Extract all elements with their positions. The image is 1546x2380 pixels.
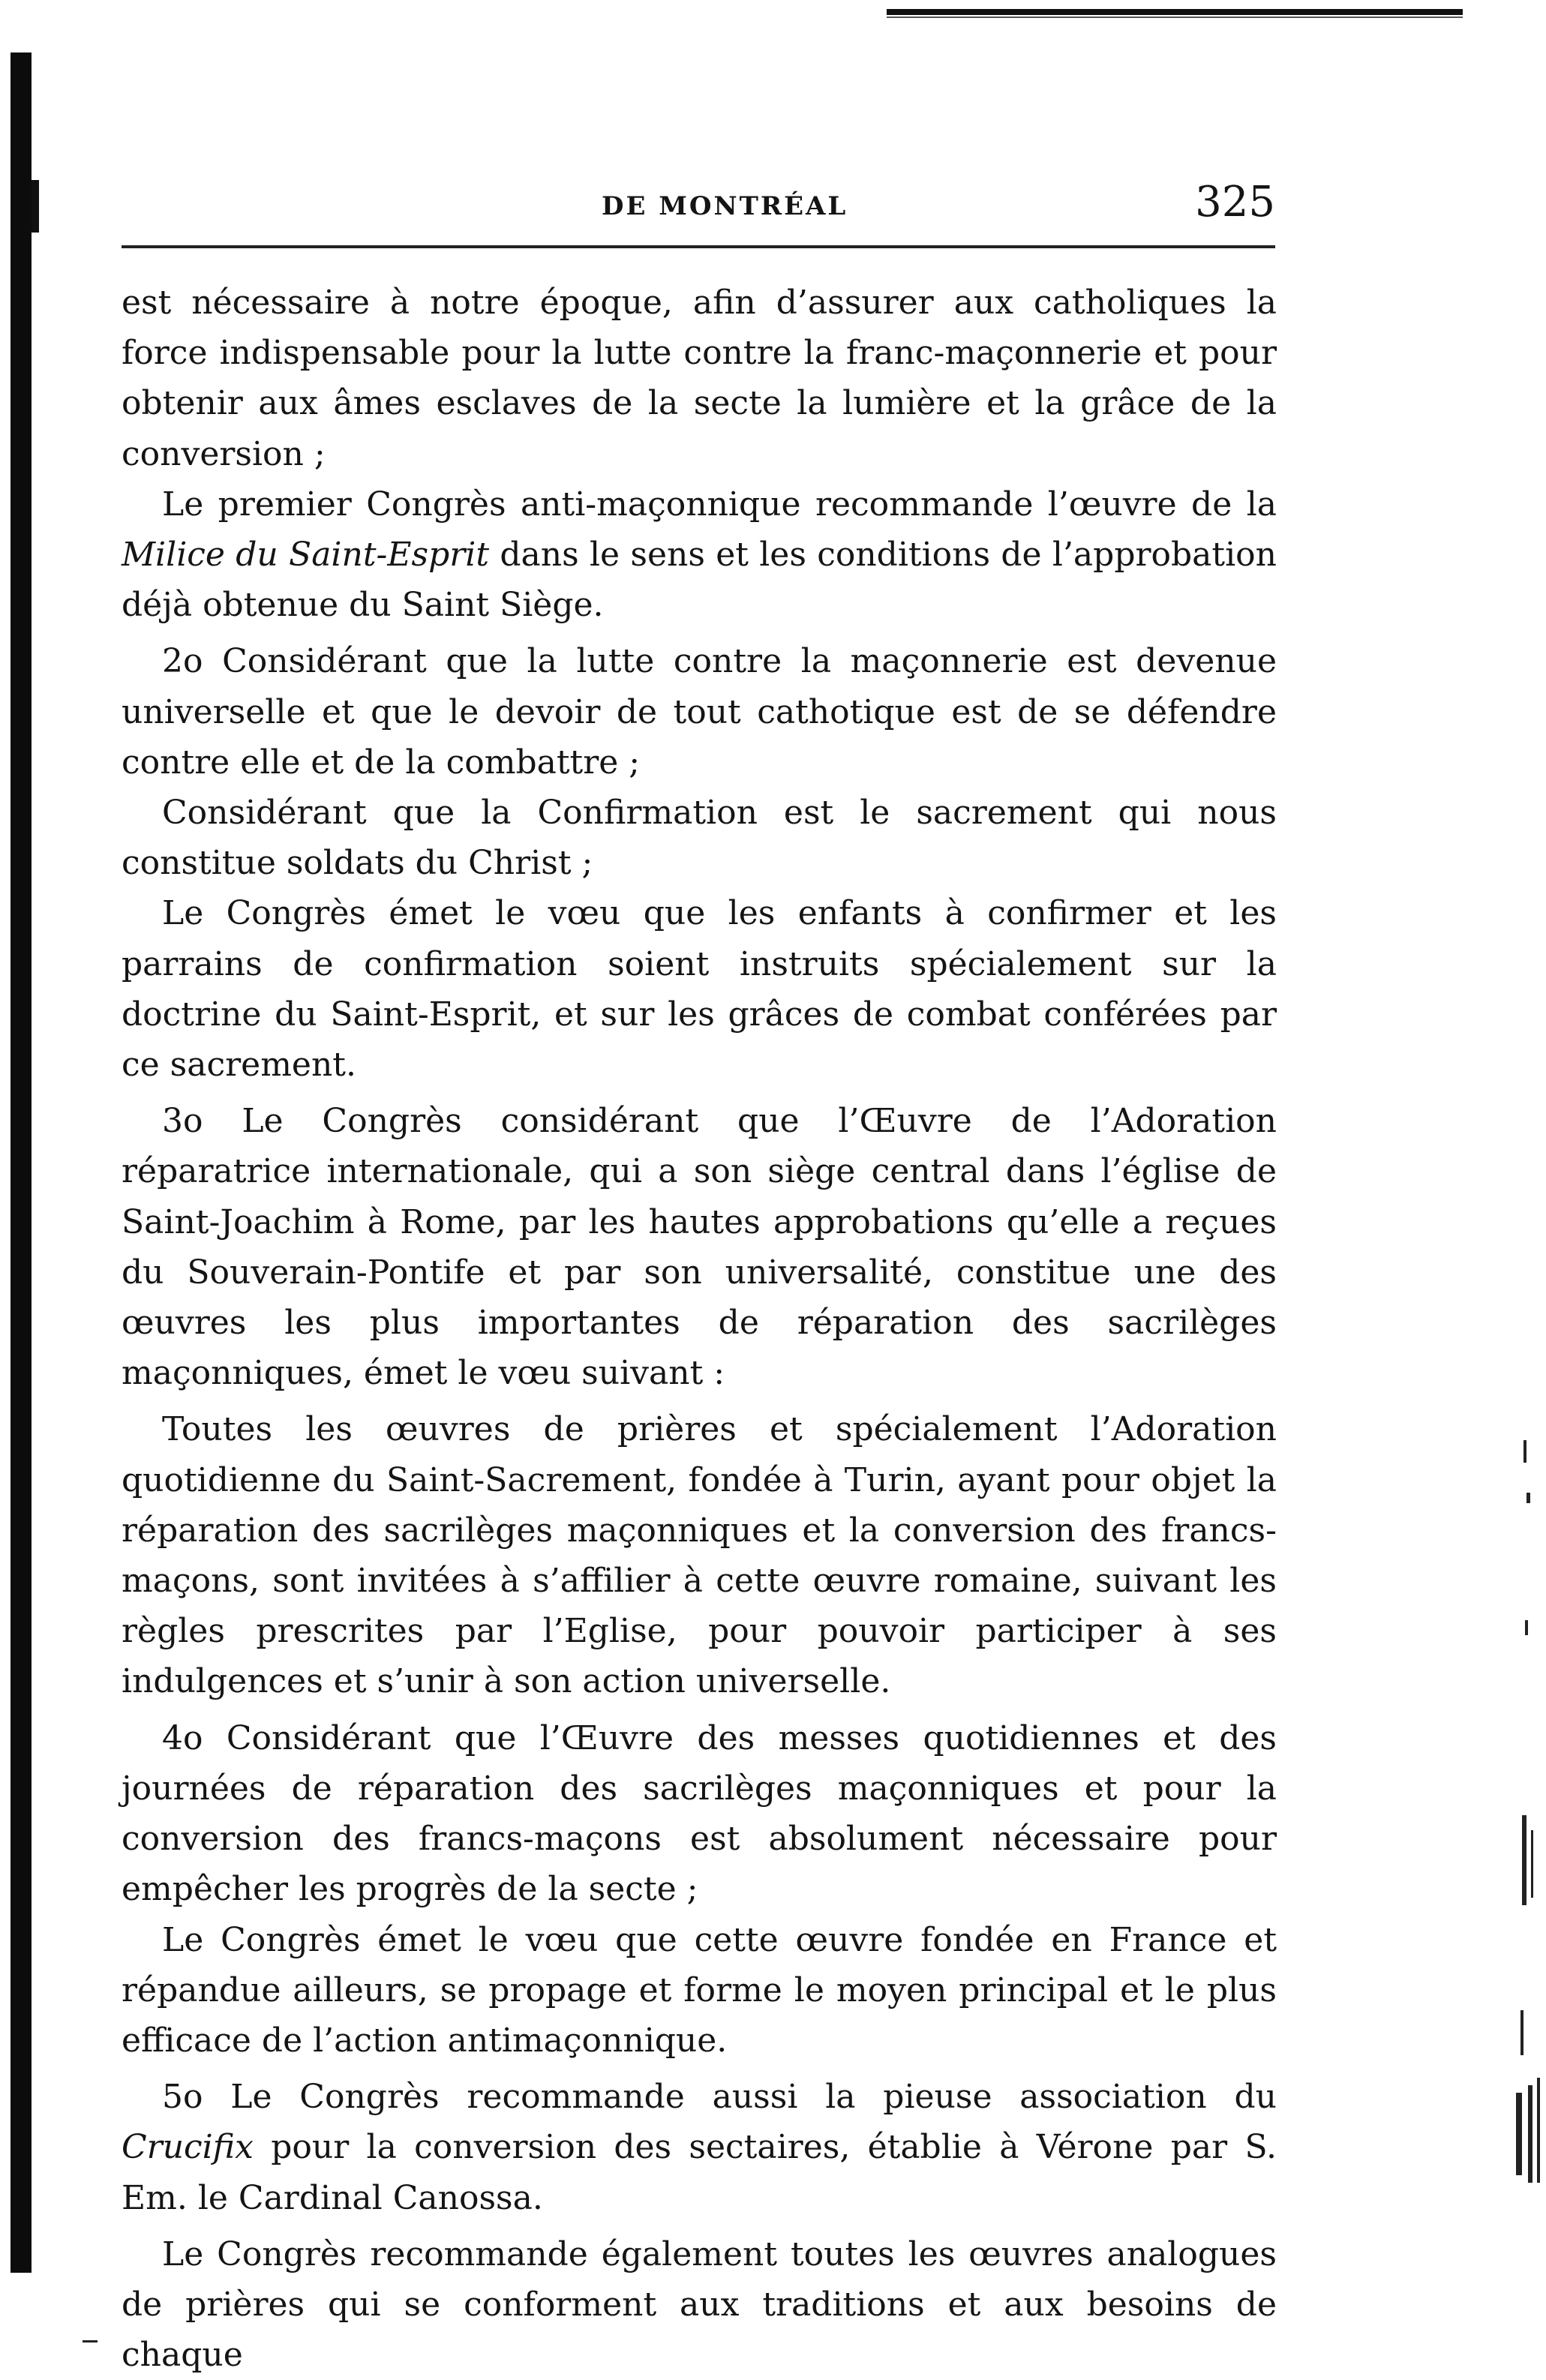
scan-noise-right [1493, 1440, 1546, 2190]
page-header [122, 176, 1275, 244]
paragraph: 3o Le Congrès considérant que l’Œuvre de l’Adoration réparatrice internationale, qui a son siège central dans l’église de Saint-Joachim à Rome, par les hautes approbations qu’elle a reçues du Souverain-Pontife et par son universalité, constitue une des œuvres les plus importantes de réparation des sacrilèges maçonniques, émet le vœu suivant : [122, 1102, 1277, 1393]
body-text [122, 278, 1277, 2380]
scan-speck [1516, 2093, 1522, 2175]
header-rule [122, 245, 1275, 248]
paragraph: est nécessaire à notre époque, afin d’assurer aux catholiques la force indispensable pour la lutte contre la franc-maçonnerie et pour obtenir aux âmes esclaves de la secte la lumière et la grâce de la conversion ; [122, 284, 1277, 473]
running-title: DE MONTRÉAL [602, 191, 848, 221]
scan-speck [1522, 1815, 1526, 1905]
scan-speck [1528, 2085, 1532, 2183]
paragraph: 4o Considérant que l’Œuvre des messes quotidiennes et des journées de réparation des sacrilèges maçonniques et pour la conversion des francs-maçons est absolument nécessaire pour empêcher les progrès de la secte ; [122, 1718, 1277, 1909]
scan-speck [1526, 1493, 1530, 1503]
paragraph: Toutes les œuvres de prières et spécialement l’Adoration quotidienne du Saint-Sacrement, fondée à Turin, ayant pour objet la réparation des sacrilèges maçonniques et la conversion des francs-maçons, sont invitées à s’affilier à cette œuvre romaine, suivant les règles prescrites par l’Eglise, pour pouvoir participer à ses indulgences et s’unir à son action universelle. [122, 1410, 1277, 1701]
paragraph: Considérant que la Confirmation est le sacrement qui nous constitue soldats du Christ ; [122, 794, 1277, 883]
scan-speck [1537, 2078, 1540, 2183]
paragraph: Le Congrès émet le vœu que les enfants à confirmer et les parrains de confirmation soient instruits spécialement sur la doctrine du Saint-Esprit, et sur les grâces de combat conférées par ce sacrement. [122, 894, 1277, 1085]
binding-shadow-left [11, 53, 32, 2273]
paragraph: Le Congrès émet le vœu que cette œuvre fondée en France et répandue ailleurs, se propage et forme le moyen principal et le plus efficace de l’action antimaçonnique. [122, 1920, 1277, 2060]
binding-shadow-bottom [83, 2340, 98, 2342]
page-number: 325 [1195, 178, 1275, 227]
scan-speck [1520, 2010, 1523, 2055]
paragraph: Le Congrès recommande également toutes les œuvres analogues de prières qui se conforment aux traditions et aux besoins de chaque [122, 2234, 1277, 2375]
scan-speck [1525, 1620, 1528, 1635]
top-edge-rule-thin [887, 17, 1463, 18]
italic-title: Crucifix [122, 2128, 254, 2167]
paragraph: 2o Considérant que la lutte contre la maçonnerie est devenue universelle et que le devoir de tout cathotique est de se défendre contre elle et de la combattre ; [122, 642, 1277, 782]
italic-title: Milice du Saint-Esprit [122, 536, 490, 575]
paragraph: Le premier Congrès anti-maçonnique recommande l’œuvre de la Milice du Saint-Esprit dans le sens et les conditions de l’approbation déjà obtenue du Saint Siège. [122, 485, 1277, 625]
scan-speck [1523, 1440, 1526, 1463]
scan-speck [1531, 1830, 1533, 1898]
binding-notch [32, 180, 39, 233]
top-edge-rule [887, 9, 1463, 15]
paragraph: 5o Le Congrès recommande aussi la pieuse association du Crucifix pour la conversion des sectaires, établie à Vérone par S. Em. le Cardinal Canossa. [122, 2078, 1277, 2217]
